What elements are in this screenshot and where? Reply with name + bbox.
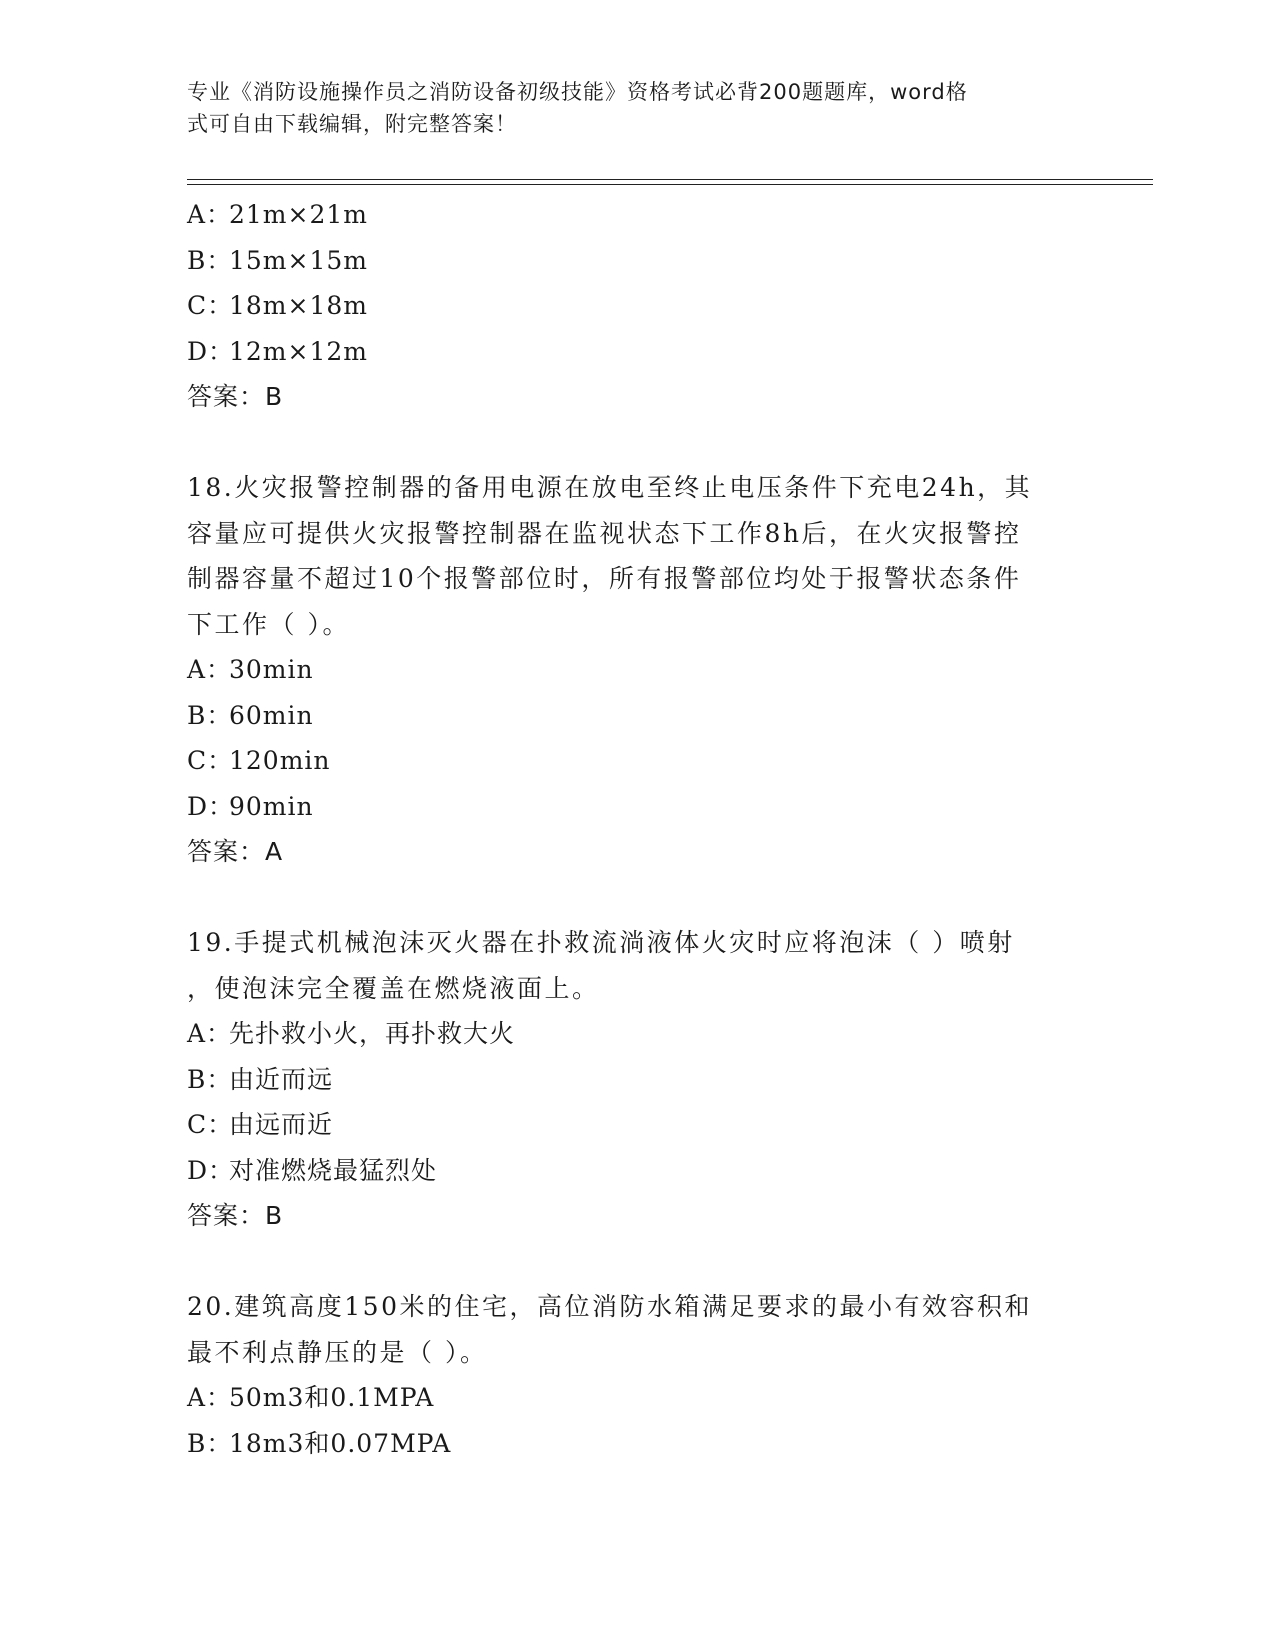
- option-d: D：12m×12m: [187, 336, 368, 366]
- question-text-line: 18.火灾报警控制器的备用电源在放电至终止电压条件下充电24h，其: [187, 473, 1033, 502]
- question-text-line: ，使泡沫完全覆盖在燃烧液面上。: [187, 973, 600, 1003]
- question-text-line: 20.建筑高度150米的住宅，高位消防水箱满足要求的最小有效容积和: [187, 1292, 1032, 1321]
- spacer: [187, 1239, 1087, 1285]
- option-a: A：21m×21m: [187, 200, 368, 229]
- option-b: B：15m×15m: [187, 245, 368, 275]
- question-text-line: 制器容量不超过10个报警部位时，所有报警部位均处于报警状态条件: [187, 564, 1022, 593]
- option-d: D：90min: [187, 791, 314, 821]
- question-text-line: 最不利点静压的是（ ）。: [187, 1337, 488, 1367]
- option-c: C：120min: [187, 746, 331, 775]
- option-b: B：由近而远: [187, 1064, 334, 1094]
- question-content: [187, 192, 1087, 1466]
- option-a: A：先扑救小火，再扑救大火: [187, 1019, 516, 1048]
- option-a: A：50m3和0.1MPA: [187, 1383, 435, 1412]
- question-18: [187, 465, 1087, 875]
- answer-line: 答案：B: [187, 382, 284, 411]
- spacer: [187, 875, 1087, 921]
- question-text: [187, 465, 1077, 647]
- option-a: A：30min: [187, 655, 314, 684]
- question-text: [187, 1284, 1077, 1375]
- question-text: [187, 920, 1077, 1011]
- option-c: C：由远而近: [187, 1110, 334, 1139]
- header-divider-top: [187, 179, 1153, 180]
- option-c: C：18m×18m: [187, 291, 368, 320]
- question-text-line: 容量应可提供火灾报警控制器在监视状态下工作8h后，在火灾报警控: [187, 518, 1022, 548]
- question-19: [187, 920, 1087, 1239]
- question-text-line: 19.手提式机械泡沫灭火器在扑救流淌液体火灾时应将泡沫（ ）喷射: [187, 928, 1015, 957]
- question-17: [187, 192, 1087, 420]
- header-line-2: 式可自由下载编辑，附完整答案！: [187, 112, 517, 136]
- question-20: [187, 1284, 1087, 1466]
- spacer: [187, 420, 1087, 466]
- option-d: D：对准燃烧最猛烈处: [187, 1155, 438, 1185]
- option-b: B：18m3和0.07MPA: [187, 1428, 452, 1458]
- header-line-1: 专业《消防设施操作员之消防设备初级技能》资格考试必背200题题库，word格: [187, 80, 968, 104]
- header-divider-bottom: [187, 184, 1153, 185]
- answer-line: 答案：A: [187, 837, 284, 866]
- answer-line: 答案：B: [187, 1201, 284, 1230]
- document-header: [187, 76, 1067, 140]
- question-text-line: 下工作（ ）。: [187, 609, 350, 639]
- option-b: B：60min: [187, 700, 314, 730]
